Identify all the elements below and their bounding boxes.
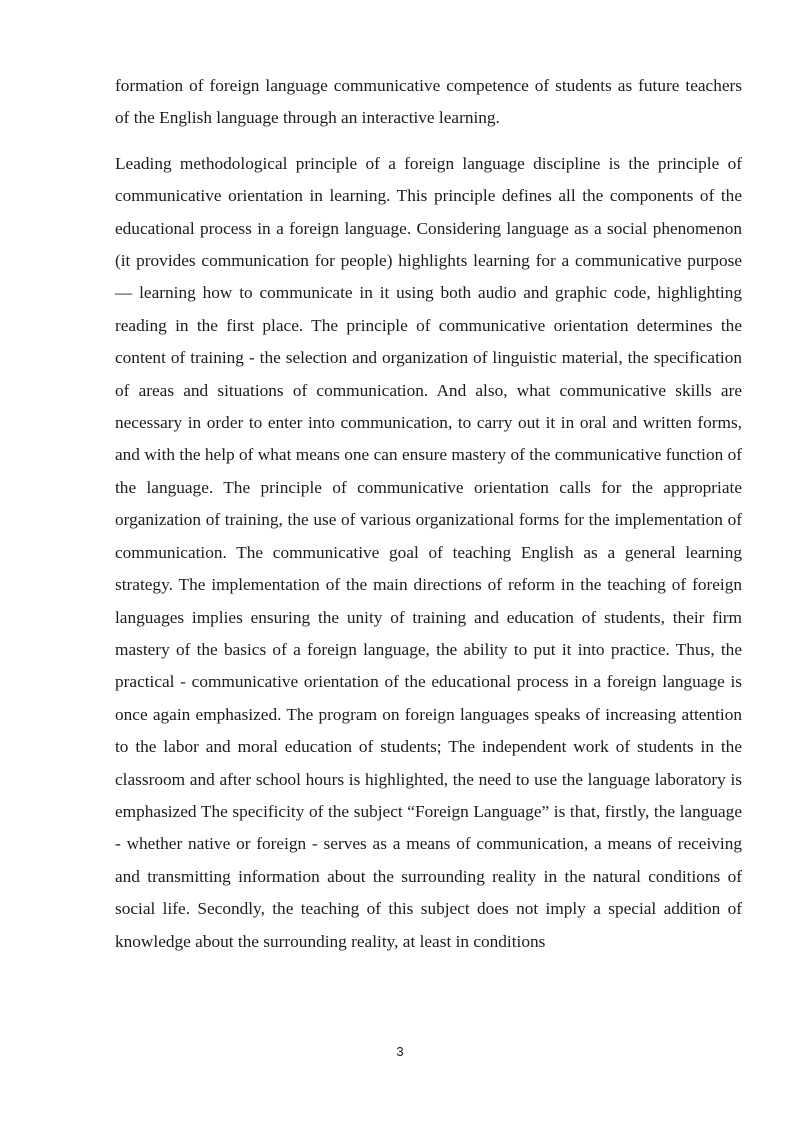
page-body: [115, 70, 742, 958]
page-number: 3: [396, 1044, 404, 1059]
paragraph-intro: formation of foreign language communicative competence of students as future teachers of the English language through an interactive learning.: [115, 76, 742, 128]
paragraph-main: Leading methodological principle of a foreign language discipline is the principle of communicative orientation in learning. This principle defines all the components of the educational process in a foreign language. Considering language as a social phenomenon (it provides communication for people) highlights learning for a communicative purpose — learning how to communicate in it using both audio and graphic code, highlighting reading in the first place. The principle of communicative orientation determines the content of training - the selection and organization of linguistic material, the specification of areas and situations of communication. And also, what communicative skills are necessary in order to enter into communication, to carry out it in oral and written forms, and with the help of what means one can ensure mastery of the communicative function of the language. The principle of communicative orientation calls for the appropriate organization of training, the use of various organizational forms for the implementation of communication. The communicative goal of teaching English as a general learning strategy. The implementation of the main directions of reform in the teaching of foreign languages implies ensuring the unity of training and education of students, their firm mastery of the basics of a foreign language, the ability to put it into practice. Thus, the practical - communicative orientation of the educational process in a foreign language is once again emphasized. The program on foreign languages speaks of increasing attention to the labor and moral education of students; The independent work of students in the classroom and after school hours is highlighted, the need to use the language laboratory is emphasized The specificity of the subject “Foreign Language” is that, firstly, the language - whether native or foreign - serves as a means of communication, a means of receiving and transmitting information about the surrounding reality in the natural conditions of social life. Secondly, the teaching of this subject does not imply a special addition of knowledge about the surrounding reality, at least in conditions: [115, 153, 742, 951]
